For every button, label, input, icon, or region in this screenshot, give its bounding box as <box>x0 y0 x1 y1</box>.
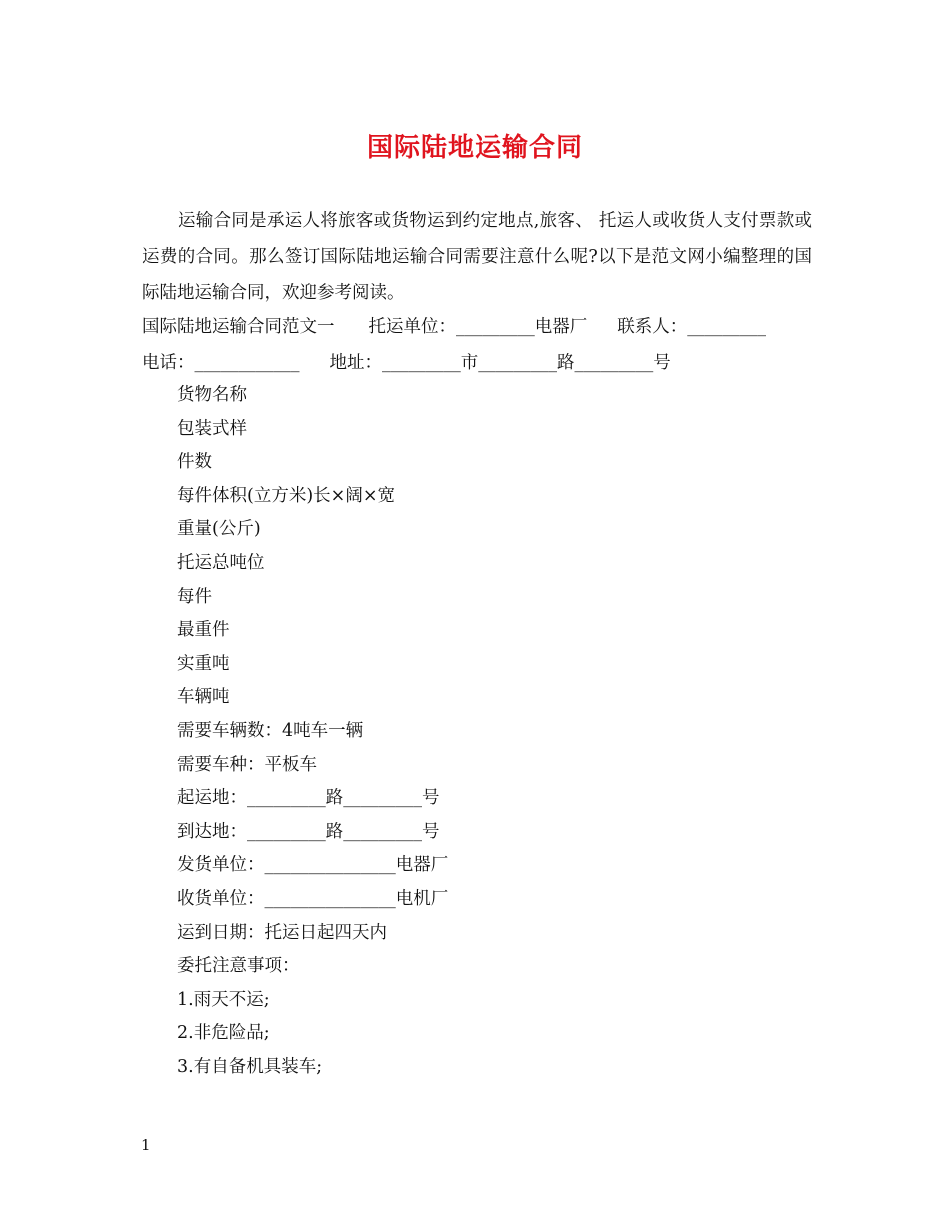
list-item: 1.雨天不运; <box>177 989 270 1010</box>
list-item: 件数 <box>177 452 212 473</box>
list-item: 包装式样 <box>177 418 247 439</box>
list-item: 委托注意事项： <box>177 956 300 977</box>
document-title: 国际陆地运输合同 <box>366 133 583 163</box>
list-item: 运到日期：托运日起四天内 <box>177 922 387 943</box>
list-item: 每件体积(立方米)长×阔×宽 <box>177 485 395 506</box>
phone-field: 电话：____________ <box>142 353 300 373</box>
list-item: 起运地：_________路_________号 <box>177 788 440 809</box>
list-item: 重量(公斤) <box>177 519 261 540</box>
contract-items-list <box>177 379 448 1084</box>
contact-field: 联系人：_________ <box>617 317 766 337</box>
list-item: 收货单位：_______________电机厂 <box>177 888 449 909</box>
list-item: 需要车种：平板车 <box>177 754 317 775</box>
header-line-1 <box>142 312 814 342</box>
list-item: 托运总吨位 <box>177 552 265 573</box>
list-item: 每件 <box>177 586 212 607</box>
page-number: 1 <box>141 1136 151 1154</box>
list-item: 2.非危险品; <box>177 1023 270 1044</box>
intro-paragraph: 运输合同是承运人将旅客或货物运到约定地点,旅客、 托运人或收货人支付票款或运费的合同。那么签订国际陆地运输合同需要注意什么呢?以下是范文网小编整理的国际陆地运输合同，欢迎参考阅读。 <box>142 211 812 303</box>
list-item: 实重吨 <box>177 653 230 674</box>
list-item: 3.有自备机具装车; <box>177 1056 323 1077</box>
header-line-2 <box>142 348 814 378</box>
list-item: 货物名称 <box>177 385 247 405</box>
list-item: 发货单位：_______________电器厂 <box>177 855 449 876</box>
list-item: 最重件 <box>177 620 230 641</box>
list-item: 到达地：_________路_________号 <box>177 821 440 842</box>
address-field: 地址：_________市_________路_________号 <box>329 353 671 373</box>
sample-label: 国际陆地运输合同范文一 <box>142 317 335 337</box>
list-item: 车辆吨 <box>177 687 230 708</box>
consignor-field: 托运单位：_________电器厂 <box>368 317 588 337</box>
list-item: 需要车辆数：4吨车一辆 <box>177 720 364 741</box>
